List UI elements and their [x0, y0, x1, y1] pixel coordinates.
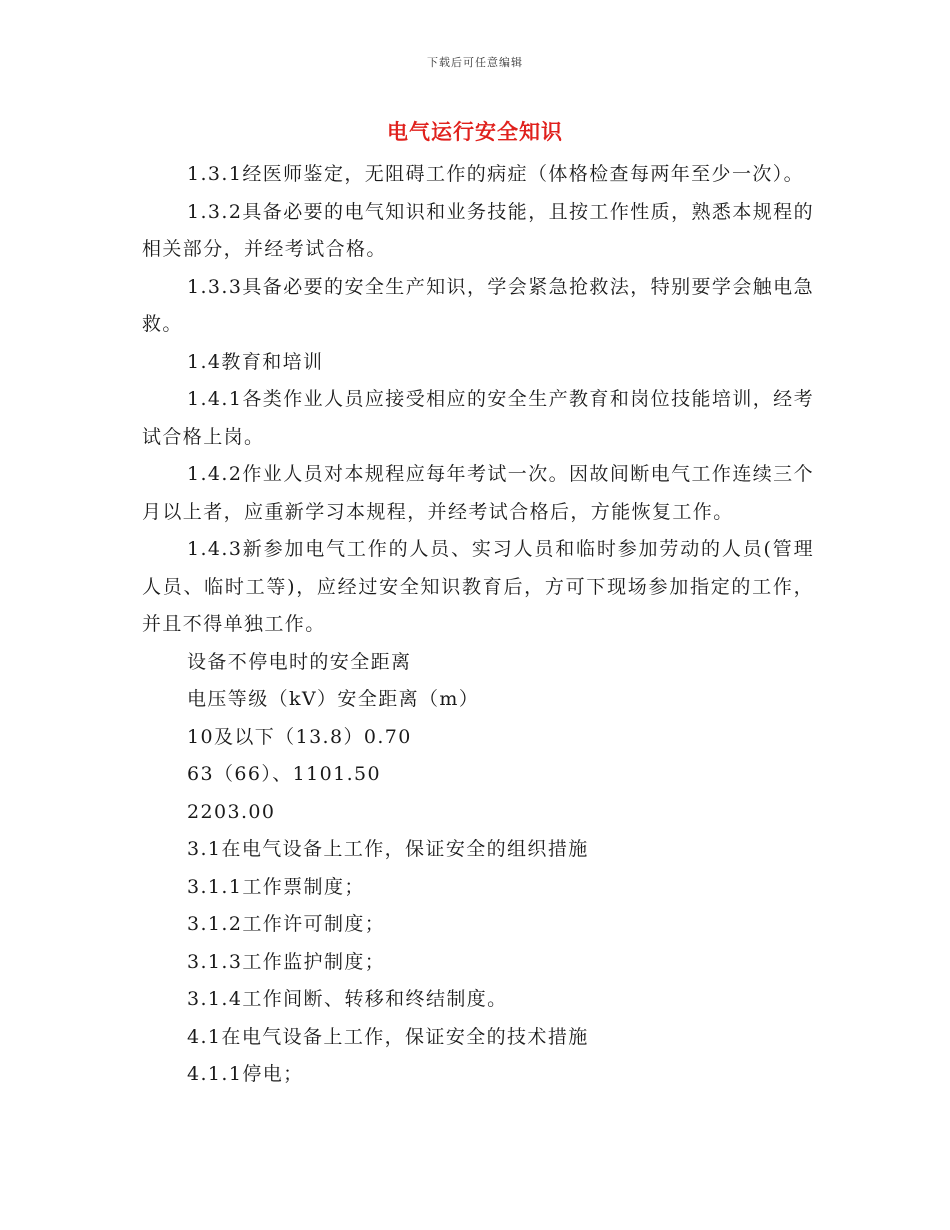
safety-distance-heading: 设备不停电时的安全距离 [187, 650, 412, 673]
header-note: 下载后可任意编辑 [427, 56, 523, 69]
list-item-3-1-4: 3.1.4工作间断、转移和终结制度。 [187, 988, 508, 1010]
section-heading-4-1: 4.1在电气设备上工作，保证安全的技术措施 [187, 1025, 589, 1048]
list-item-3-1-1: 3.1.1工作票制度； [187, 875, 365, 898]
safety-distance-row: 10及以下（13.8）0.70 [187, 725, 412, 748]
paragraph-1-4-2: 1.4.2作业人员对本规程应每年考试一次。因故间断电气工作连续三个月以上者，应重新学习本规程，并经考试合格后，方能恢复工作。 [142, 463, 814, 523]
paragraph-1-3-2: 1.3.2具备必要的电气知识和业务技能，且按工作性质，熟悉本规程的相关部分，并经考试合格。 [142, 200, 814, 260]
paragraph-1-4-1: 1.4.1各类作业人员应接受相应的安全生产教育和岗位技能培训，经考试合格上岗。 [142, 388, 814, 448]
paragraph-1-4-3: 1.4.3新参加电气工作的人员、实习人员和临时参加劳动的人员(管理人员、临时工等)，应经过安全知识教育后，方可下现场参加指定的工作，并且不得单独工作。 [142, 538, 814, 635]
safety-distance-row: 63（66）、1101.50 [187, 763, 382, 785]
safety-distance-columns: 电压等级（kV）安全距离（m） [187, 688, 480, 710]
section-heading-1-4: 1.4教育和培训 [187, 350, 324, 373]
list-item-4-1-1: 4.1.1停电； [187, 1063, 304, 1085]
list-item-3-1-3: 3.1.3工作监护制度； [187, 950, 386, 973]
document-body [142, 156, 814, 1094]
section-heading-3-1: 3.1在电气设备上工作，保证安全的组织措施 [187, 838, 589, 860]
list-item-3-1-2: 3.1.2工作许可制度； [187, 913, 386, 935]
document-title: 电气运行安全知识 [387, 119, 563, 144]
paragraph-1-3-3: 1.3.3具备必要的安全生产知识，学会紧急抢救法，特别要学会触电急救。 [142, 275, 814, 335]
paragraph-1-3-1: 1.3.1经医师鉴定，无阻碍工作的病症（体格检查每两年至少一次）。 [187, 163, 805, 185]
safety-distance-row: 2203.00 [187, 800, 276, 823]
